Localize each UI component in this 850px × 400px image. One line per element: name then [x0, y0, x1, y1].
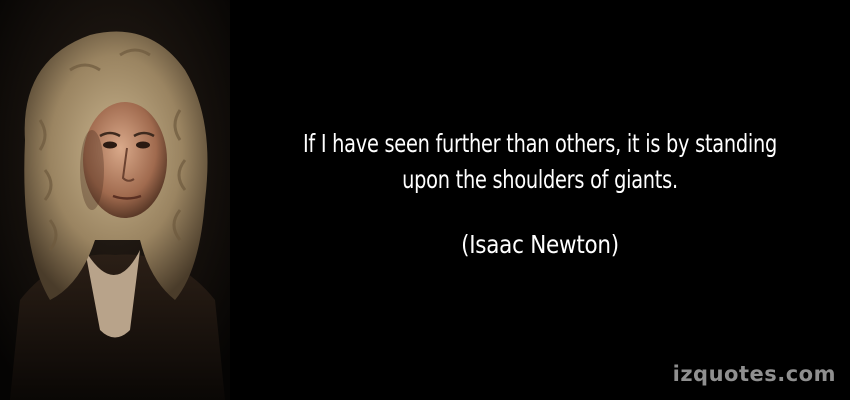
quote-line-2: upon the shoulders of giants.: [402, 165, 678, 194]
quote-text: [238, 126, 842, 198]
portrait-image: [0, 0, 230, 400]
author-attribution: (Isaac Newton): [461, 230, 619, 259]
quote-line-1: If I have seen further than others, it is by standing: [302, 129, 778, 158]
site-watermark: izquotes.com: [672, 362, 836, 386]
